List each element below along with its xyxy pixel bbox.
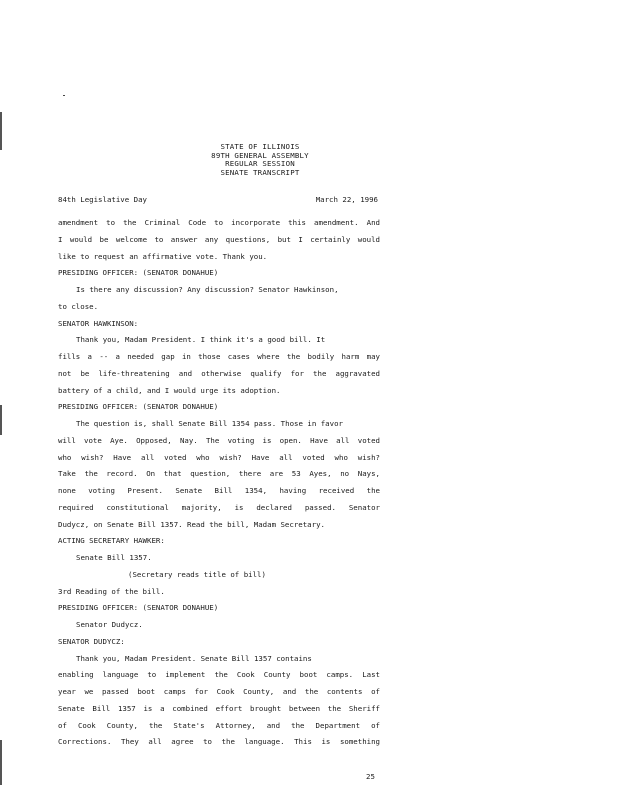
- speaker-label: SENATOR DUDYCZ:: [58, 636, 125, 646]
- transcript-line: required constitutional majority, is declared passed. Senator: [58, 502, 380, 512]
- transcript-line: Thank you, Madam President. Senate Bill 1357 contains: [76, 653, 312, 663]
- header-state: STATE OF ILLINOIS: [220, 142, 300, 151]
- transcript-line: fills a -- a needed gap in those cases where the bodily harm may: [58, 352, 380, 361]
- transcript-line: 3rd Reading of the bill.: [58, 586, 165, 596]
- transcript-line: like to request an affirmative vote. Thank you.: [58, 251, 268, 261]
- transcript-line: year we passed boot camps for Cook County, and the contents of: [58, 687, 380, 696]
- transcript-line: battery of a child, and I would urge its adoption.: [58, 385, 281, 395]
- speaker-label: ACTING SECRETARY HAWKER:: [58, 536, 165, 546]
- session-date: March 22, 1996: [315, 195, 378, 204]
- transcript-header: [130, 143, 390, 177]
- transcript-line: Senator Dudycz.: [76, 620, 143, 629]
- transcript-line: Thank you, Madam President. I think it's a good bill. It: [76, 335, 326, 345]
- transcript-line: not be life-threatening and otherwise qualify for the aggravated: [58, 368, 380, 378]
- transcript-line: Corrections. They all agree to the language. This is something: [58, 737, 380, 747]
- speaker-label: PRESIDING OFFICER: (SENATOR DONAHUE): [58, 268, 219, 278]
- transcript-line: Is there any discussion? Any discussion? Senator Hawkinson,: [76, 285, 339, 294]
- transcript-line: I would be welcome to answer any questions, but I certainly would: [58, 234, 380, 244]
- scan-speck: [63, 95, 65, 96]
- scan-edge-bottom: [0, 740, 2, 785]
- page-number: 25: [366, 772, 375, 781]
- header-session: REGULAR SESSION: [225, 159, 295, 169]
- header-assembly: 89TH GENERAL ASSEMBLY: [211, 150, 309, 160]
- transcript-line: amendment to the Criminal Code to incorporate this amendment. And: [58, 218, 380, 227]
- speaker-label: SENATOR HAWKINSON:: [58, 318, 139, 328]
- speaker-label: PRESIDING OFFICER: (SENATOR DONAHUE): [58, 402, 219, 412]
- transcript-line: Take the record. On that question, there are 53 Ayes, no Nays,: [58, 469, 380, 479]
- speaker-label: PRESIDING OFFICER: (SENATOR DONAHUE): [58, 603, 219, 613]
- header-transcript: SENATE TRANSCRIPT: [220, 167, 300, 177]
- transcript-line: Senate Bill 1357.: [76, 553, 152, 562]
- transcript-line: will vote Aye. Opposed, Nay. The voting is open. Have all voted: [58, 435, 380, 445]
- transcript-line: none voting Present. Senate Bill 1354, having received the: [58, 486, 380, 495]
- transcript-line: Dudycz, on Senate Bill 1357. Read the bill, Madam Secretary.: [58, 519, 325, 529]
- transcript-line: of Cook County, the State's Attorney, and the Department of: [58, 720, 380, 730]
- transcript-line: who wish? Have all voted who wish? Have all voted who wish?: [58, 452, 380, 462]
- legislative-day: 84th Legislative Day: [58, 195, 147, 204]
- transcript-line: (Secretary reads title of bill): [128, 569, 266, 579]
- transcript-line: enabling language to implement the Cook County boot camps. Last: [58, 670, 380, 680]
- scan-edge-middle: [0, 405, 2, 435]
- transcript-line: Senate Bill 1357 is a combined effort brought between the Sheriff: [58, 703, 380, 713]
- transcript-line: The question is, shall Senate Bill 1354 pass. Those in favor: [76, 419, 343, 428]
- transcript-line: to close.: [58, 301, 99, 311]
- legislative-day-line: [58, 195, 378, 204]
- scan-edge-top: [0, 112, 2, 150]
- transcript-body: [58, 218, 380, 754]
